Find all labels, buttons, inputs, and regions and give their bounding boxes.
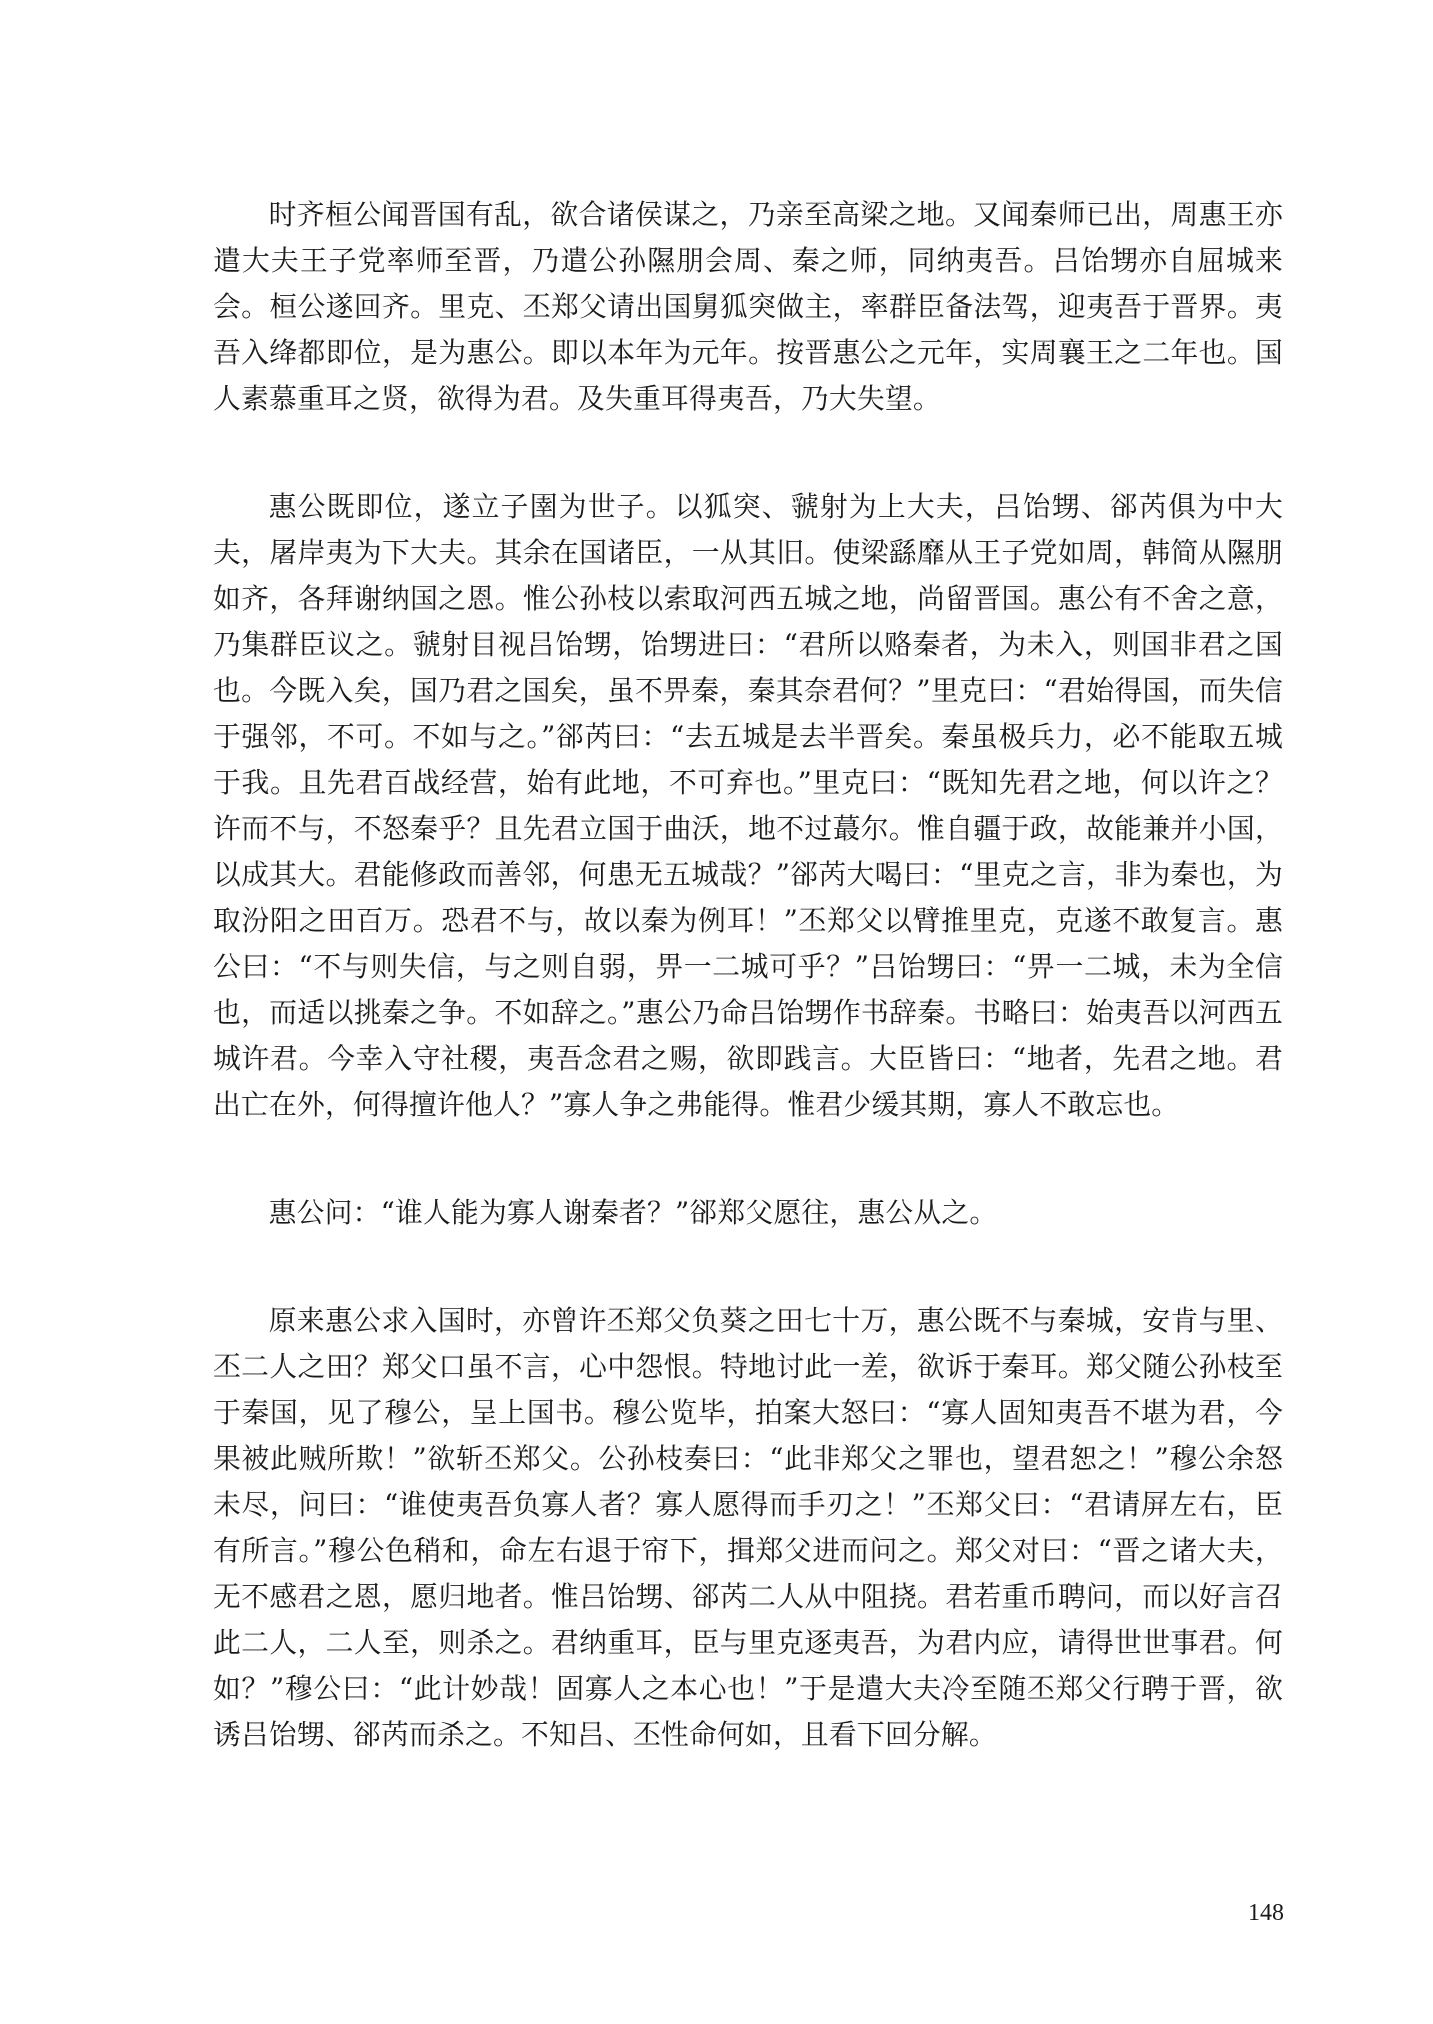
page-number: 148 (1248, 1900, 1284, 1926)
paragraph-4: 原来惠公求入国时，亦曾许丕郑父负葵之田七十万，惠公既不与秦城，安肯与里、丕二人之田？郑父口虽不言，心中怨恨。特地讨此一差，欲诉于秦耳。郑父随公孙枝至于秦国，见了穆公，呈上国书。穆公览毕，拍案大怒曰：“寡人固知夷吾不堪为君，今果被此贼所欺！”欲斩丕郑父。公孙枝奏曰：“此非郑父之罪也，望君恕之！”穆公余怒未尽，问曰：“谁使夷吾负寡人者？寡人愿得而手刃之！”丕郑父曰：“君请屏左右，臣有所言。”穆公色稍和，命左右退于帘下，揖郑父进而问之。郑父对曰：“晋之诸大夫，无不感君之恩，愿归地者。惟吕饴甥、郤芮二人从中阻挠。君若重币聘问，而以好言召此二人，二人至，则杀之。君纳重耳，臣与里克逐夷吾，为君内应，请得世世事君。何如？”穆公曰：“此计妙哉！固寡人之本心也！”于是遣大夫冷至随丕郑父行聘于晋，欲诱吕饴甥、郤芮而杀之。不知吕、丕性命何如，且看下回分解。 (213, 1304, 1283, 1751)
paragraph-1: 时齐桓公闻晋国有乱，欲合诸侯谋之，乃亲至高梁之地。又闻秦师已出，周惠王亦遣大夫王子党率师至晋，乃遣公孙隰朋会周、秦之师，同纳夷吾。吕饴甥亦自屈城来会。桓公遂回齐。里克、丕郑父请出国舅狐突做主，率群臣备法驾，迎夷吾于晋界。夷吾入绛都即位，是为惠公。即以本年为元年。按晋惠公之元年，实周襄王之二年也。国人素慕重耳之贤，欲得为君。及失重耳得夷吾，乃大失望。 (213, 198, 1283, 415)
paragraph-2: 惠公既即位，遂立子圉为世子。以狐突、虢射为上大夫，吕饴甥、郤芮俱为中大夫，屠岸夷为下大夫。其余在国诸臣，一从其旧。使梁繇靡从王子党如周，韩简从隰朋如齐，各拜谢纳国之恩。惟公孙枝以索取河西五城之地，尚留晋国。惠公有不舍之意，乃集群臣议之。虢射目视吕饴甥，饴甥进曰：“君所以赂秦者，为未入，则国非君之国也。今既入矣，国乃君之国矣，虽不畀秦，秦其奈君何？”里克曰：“君始得国，而失信于强邻，不可。不如与之。”郤芮曰：“去五城是去半晋矣。秦虽极兵力，必不能取五城于我。且先君百战经营，始有此地，不可弃也。”里克曰：“既知先君之地，何以许之？许而不与，不怒秦乎？且先君立国于曲沃，地不过蕞尔。惟自疆于政，故能兼并小国，以成其大。君能修政而善邻，何患无五城哉？”郤芮大喝曰：“里克之言，非为秦也，为取汾阳之田百万。恐君不与，故以秦为例耳！”丕郑父以臂推里克，克遂不敢复言。惠公曰：“不与则失信，与之则自弱，畀一二城可乎？”吕饴甥曰：“畀一二城，未为全信也，而适以挑秦之争。不如辞之。”惠公乃命吕饴甥作书辞秦。书略曰：始夷吾以河西五城许君。今幸入守社稷，夷吾念君之赐，欲即践言。大臣皆曰：“地者，先君之地。君出亡在外，何得擅许他人？”寡人争之弗能得。惟君少缓其期，寡人不敢忘也。 (213, 490, 1283, 1121)
page-body (213, 192, 1283, 1758)
paragraph-3: 惠公问：“谁人能为寡人谢秦者？”郤郑父愿往，惠公从之。 (268, 1196, 998, 1229)
